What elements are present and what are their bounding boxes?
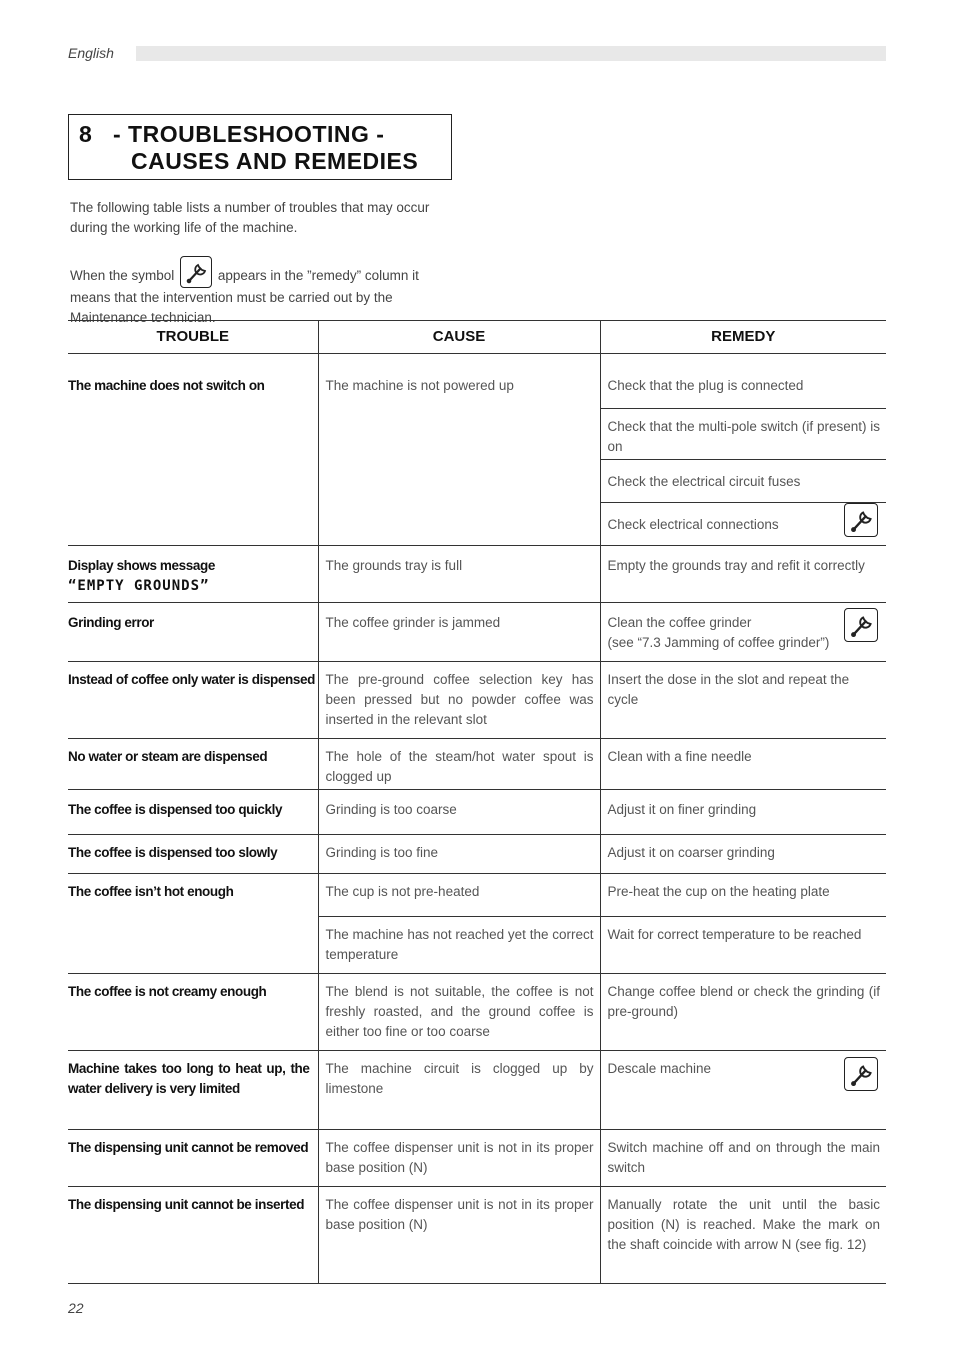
trouble-cell: The coffee is dispensed too slowly <box>68 835 318 874</box>
remedy-cell: Manually rotate the unit until the basic position (N) is reached. Make the mark on the shaft coincide with arrow N (see fig. 12) <box>600 1187 886 1284</box>
cause-cell: The hole of the steam/hot water spout is clogged up <box>318 739 600 790</box>
trouble-cell: Grinding error <box>68 603 318 662</box>
remedy-text: (see “7.3 Jamming of coffee grinder”) <box>607 635 830 650</box>
cause-cell: The pre-ground coffee selection key has been pressed but no powder coffee was inserted in the relevant slot <box>318 662 600 739</box>
header-trouble: TROUBLE <box>68 321 318 354</box>
cause-cell: The machine circuit is clogged up by limestone <box>318 1051 600 1130</box>
trouble-cell: No water or steam are dispensed <box>68 739 318 790</box>
section-title-line1: - TROUBLESHOOTING - <box>113 121 385 147</box>
table-row <box>68 974 886 1051</box>
table-row <box>68 790 886 835</box>
cause-cell: The blend is not suitable, the coffee is not freshly roasted, and the ground coffee is either too fine or too coarse <box>318 974 600 1051</box>
header-cause: CAUSE <box>318 321 600 354</box>
table-row <box>68 603 886 662</box>
section-title-line2: CAUSES AND REMEDIES <box>131 148 419 174</box>
trouble-cell: The machine does not switch on <box>68 354 318 546</box>
cause-cell: The coffee dispenser unit is not in its proper base position (N) <box>318 1187 600 1284</box>
remedy-cell: Adjust it on finer grinding <box>600 790 886 835</box>
wrench-icon <box>844 608 878 642</box>
intro-paragraph-1: The following table lists a number of troubles that may occur during the working life of the machine. <box>70 200 430 235</box>
display-message: “EMPTY GROUNDS” <box>68 578 210 594</box>
intro-text-after-symbol: appears in the ”remedy” column it means that the intervention must be carried out by the Maintenance technician. <box>70 268 419 325</box>
table-row <box>68 1051 886 1130</box>
table-row <box>68 874 886 917</box>
table-row <box>68 1187 886 1284</box>
trouble-cell: The coffee is not creamy enough <box>68 974 318 1051</box>
remedy-text: Descale machine <box>607 1061 712 1076</box>
remedy-cell: Clean with a fine needle <box>600 739 886 790</box>
cause-cell: Grinding is too fine <box>318 835 600 874</box>
intro-paragraph-2 <box>70 256 456 328</box>
table-row <box>68 1130 886 1187</box>
section-title-box <box>68 114 452 180</box>
remedy-cell: Pre-heat the cup on the heating plate <box>600 874 886 917</box>
remedy-cell: Empty the grounds tray and refit it correctly <box>600 546 886 603</box>
remedy-cell: Check that the plug is connected <box>600 354 886 409</box>
trouble-text: Display shows message <box>68 558 215 573</box>
cause-cell: The coffee dispenser unit is not in its proper base position (N) <box>318 1130 600 1187</box>
trouble-cell: The coffee isn’t hot enough <box>68 874 318 974</box>
trouble-cell: The dispensing unit cannot be inserted <box>68 1187 318 1284</box>
header-remedy: REMEDY <box>600 321 886 354</box>
table-header-row <box>68 321 886 354</box>
remedy-cell: Check that the multi-pole switch (if present) is on <box>600 409 886 460</box>
header-language: English <box>68 45 114 61</box>
wrench-icon <box>844 503 878 537</box>
cause-cell: The cup is not pre-heated <box>318 874 600 917</box>
header-bar <box>136 46 886 61</box>
cause-cell: The grounds tray is full <box>318 546 600 603</box>
table-row <box>68 546 886 603</box>
trouble-cell: Machine takes too long to heat up, the water delivery is very limited <box>68 1051 318 1130</box>
trouble-cell <box>68 546 318 603</box>
remedy-cell <box>600 603 886 662</box>
table-row <box>68 354 886 409</box>
remedy-cell: Switch machine off and on through the main switch <box>600 1130 886 1187</box>
wrench-icon <box>180 256 212 288</box>
remedy-cell: Change coffee blend or check the grinding (if pre-ground) <box>600 974 886 1051</box>
remedy-cell <box>600 503 886 546</box>
remedy-cell: Adjust it on coarser grinding <box>600 835 886 874</box>
remedy-cell: Wait for correct temperature to be reached <box>600 917 886 974</box>
section-number: 8 <box>79 121 92 147</box>
trouble-cell: The dispensing unit cannot be removed <box>68 1130 318 1187</box>
cause-cell: The coffee grinder is jammed <box>318 603 600 662</box>
table-row <box>68 835 886 874</box>
cause-cell: The machine has not reached yet the correct temperature <box>318 917 600 974</box>
cause-cell: Grinding is too coarse <box>318 790 600 835</box>
wrench-icon <box>844 1057 878 1091</box>
remedy-cell <box>600 1051 886 1130</box>
cause-cell: The machine is not powered up <box>318 354 600 546</box>
trouble-cell: Instead of coffee only water is dispensed <box>68 662 318 739</box>
remedy-text: Check electrical connections <box>607 517 779 532</box>
remedy-cell: Insert the dose in the slot and repeat the cycle <box>600 662 886 739</box>
table-row <box>68 662 886 739</box>
table-row <box>68 739 886 790</box>
remedy-cell: Check the electrical circuit fuses <box>600 460 886 503</box>
troubleshooting-table <box>68 320 886 1284</box>
page-number: 22 <box>68 1300 84 1316</box>
intro-text-before-symbol: When the symbol <box>70 268 175 283</box>
remedy-text: Clean the coffee grinder <box>607 615 752 630</box>
trouble-cell: The coffee is dispensed too quickly <box>68 790 318 835</box>
